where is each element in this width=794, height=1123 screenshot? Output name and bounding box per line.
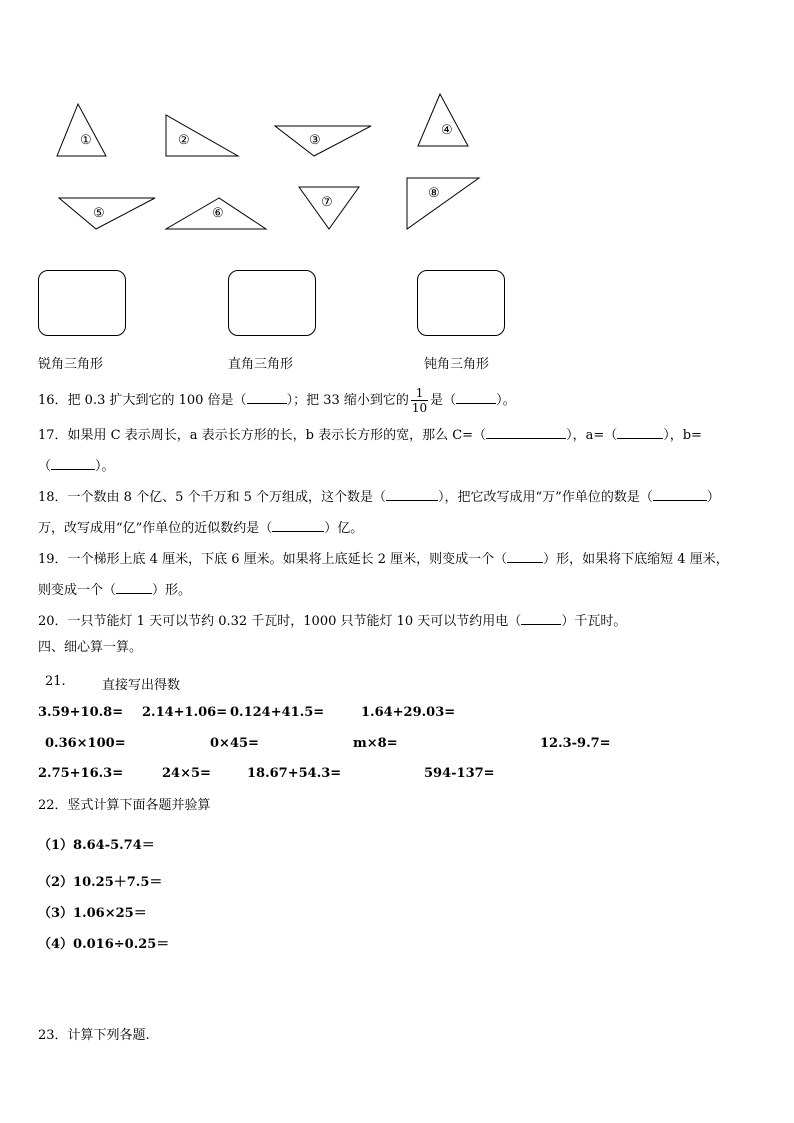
blank[interactable] — [456, 391, 496, 404]
section-heading: 四、细心算一算。 — [38, 640, 143, 655]
calc-item: 12.3-9.7= — [540, 736, 611, 751]
blank[interactable] — [521, 612, 561, 625]
calc-item: m×8= — [353, 736, 398, 751]
blank[interactable] — [617, 426, 663, 439]
calc-item: 1.64+29.03= — [361, 705, 456, 720]
triangle-label-2: ② — [178, 133, 190, 148]
triangle-label-8: ⑧ — [428, 186, 440, 201]
question-22-title: 22．竖式计算下面各题并验算 — [38, 798, 211, 813]
question-20: 20．一只节能灯 1 天可以节约 0.32 千瓦时，1000 只节能灯 10 天可以节约用电（ ）千瓦时。 — [38, 614, 627, 629]
triangle-label-1: ① — [80, 133, 92, 148]
question-18-line1: 18．一个数由 8 个亿、5 个千万和 5 个万组成，这个数是（ ），把它改写成用“万”作单位的数是（ ） — [38, 490, 720, 505]
q22-item-2: （2）10.25＋7.5＝ — [38, 875, 163, 890]
calc-item: 2.75+16.3= — [38, 766, 124, 781]
blank[interactable] — [272, 519, 324, 532]
blank[interactable] — [51, 457, 95, 470]
category-acute: 锐角三角形 — [38, 357, 104, 372]
triangle-label-5: ⑤ — [93, 206, 105, 221]
triangle-label-3: ③ — [309, 133, 321, 148]
category-obtuse: 钝角三角形 — [424, 357, 490, 372]
q22-item-1: （1）8.64-5.74＝ — [38, 838, 155, 853]
q22-item-4: （4）0.016÷0.25＝ — [38, 937, 170, 952]
question-16: 16．把 0.3 扩大到它的 100 倍是（ ）；把 33 缩小到它的 $\frac{1}{10}$ 是（ ）。 — [38, 386, 516, 415]
answer-box-acute[interactable] — [38, 270, 126, 336]
triangle-3 — [275, 126, 371, 156]
triangles-figure — [0, 0, 794, 240]
calc-item: 594-137= — [424, 766, 495, 781]
question-23: 23．计算下列各题. — [38, 1028, 150, 1043]
triangle-4 — [418, 94, 468, 146]
triangle-label-7: ⑦ — [321, 195, 333, 210]
triangle-label-6: ⑥ — [212, 206, 224, 221]
question-17-line2: （ ）。 — [38, 459, 115, 474]
triangle-5 — [59, 198, 155, 229]
triangle-1 — [57, 104, 106, 156]
triangle-8 — [407, 178, 479, 229]
fraction: $\frac{1}{10}$ — [411, 386, 428, 415]
blank[interactable] — [386, 488, 438, 501]
question-21-title: 直接写出得数 — [102, 678, 181, 693]
question-19-line1: 19．一个梯形上底 4 厘米，下底 6 厘米。如果将上底延长 2 厘米，则变成一个（ ）形，如果将下底缩短 4 厘米， — [38, 552, 729, 567]
calc-item: 24×5= — [162, 766, 211, 781]
question-21-number: 21. — [45, 674, 66, 689]
calc-item: 18.67+54.3= — [247, 766, 342, 781]
triangle-label-4: ④ — [441, 123, 453, 138]
calc-item: 0×45= — [210, 736, 259, 751]
triangle-2 — [166, 115, 238, 156]
question-19-line2: 则变成一个（ ）形。 — [38, 583, 192, 598]
calc-item: 0.124+41.5= — [230, 705, 325, 720]
answer-box-obtuse[interactable] — [417, 270, 505, 336]
calc-item: 2.14+1.06= — [142, 705, 228, 720]
question-17-line1: 17．如果用 C 表示周长，a 表示长方形的长，b 表示长方形的宽，那么 C=（ ），a=（ ），b= — [38, 428, 702, 443]
calc-item: 3.59+10.8= — [38, 705, 124, 720]
blank[interactable] — [116, 581, 152, 594]
answer-box-right[interactable] — [228, 270, 316, 336]
category-right: 直角三角形 — [228, 357, 294, 372]
q22-item-3: （3）1.06×25＝ — [38, 906, 147, 921]
blank[interactable] — [247, 391, 287, 404]
question-18-line2: 万，改写成用“亿”作单位的近似数约是（ ）亿。 — [38, 521, 364, 536]
blank[interactable] — [486, 426, 566, 439]
blank[interactable] — [507, 550, 543, 563]
blank[interactable] — [653, 488, 707, 501]
calc-item: 0.36×100= — [45, 736, 126, 751]
